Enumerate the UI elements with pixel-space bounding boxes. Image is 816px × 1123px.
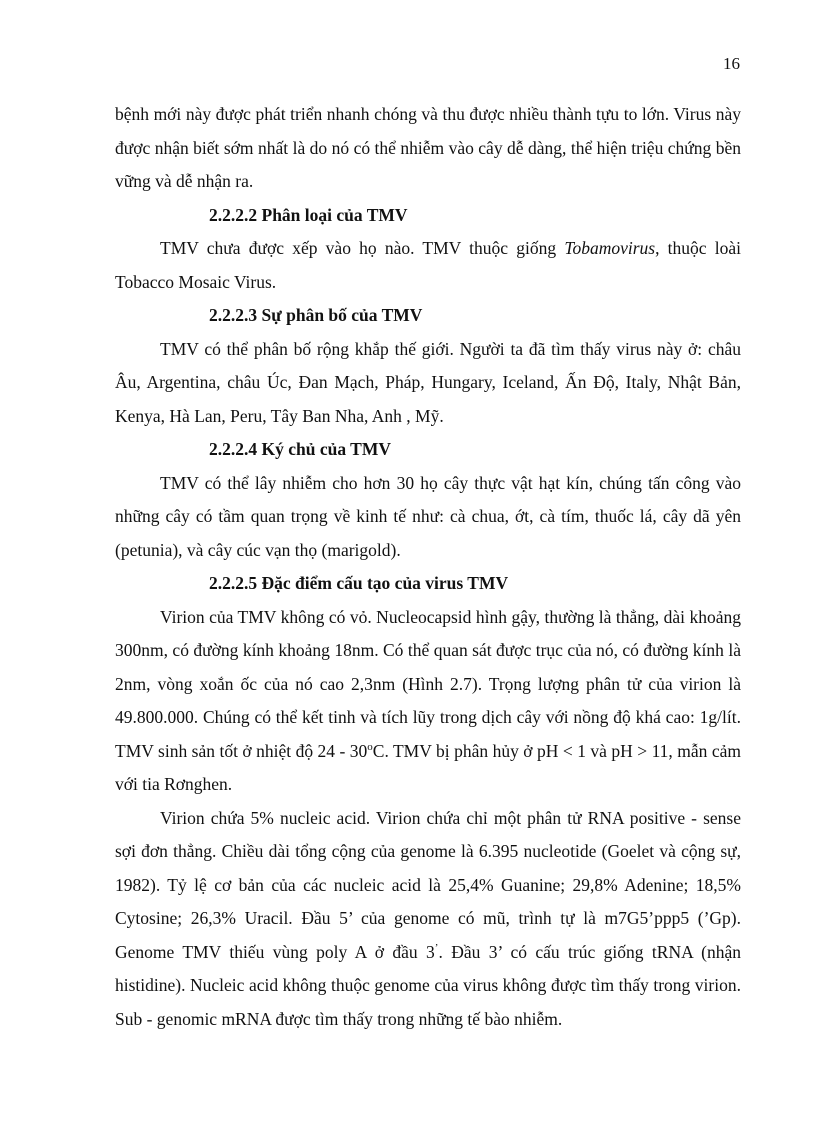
classification-text-start: TMV chưa được xếp vào họ nào. TMV thuộc giống — [160, 238, 565, 258]
degree-superscript: o — [367, 740, 373, 753]
paragraph-hosts: TMV có thể lây nhiễm cho hơn 30 họ cây thực vật hạt kín, chúng tấn công vào những cây có tầm quan trọng về kinh tế như: cà chua, ớt, cà tím, thuốc lá, cây dã yên (petunia), và cây cúc vạn thọ (marigold). — [115, 472, 741, 560]
heading-classification: 2.2.2.2 Phân loại của TMV — [209, 204, 408, 225]
genus-name: Tobamovirus — [564, 238, 656, 258]
paragraph-intro-continuation: bệnh mới này được phát triển nhanh chóng và thu được nhiều thành tựu to lớn. Virus này được nhận biết sớm nhất là do nó có thể nhiễm vào cây dễ dàng, thể hiện triệu chứng bền vững và dễ nhận ra. — [115, 104, 741, 191]
classification-text-end: , thuộc loài Tobacco Mosaic Virus. — [115, 238, 741, 292]
nucleic-text-start: Virion chứa 5% nucleic acid. Virion chứa chỉ một phân tử RNA positive - sense sợi đơn thẳng. Chiều dài tổng cộng của genome là 6.395 nucleotide (Goelet và cộng sự, 1982). Tỷ lệ cơ bản của các nucleic acid là 25,4% Guanine; 29,8% Adenine; 18,5% Cytosine; 26,3% Uracil. Đầu 5’ của genome có mũ, trình tự là m7G5’ppp5 (’Gp). Genome TMV thiếu vùng poly A ở đầu 3 — [115, 807, 741, 962]
virion-text-end: C. TMV bị phân hủy ở pH < 1 và pH > 11, mẫn cảm với tia Rơnghen. — [115, 740, 741, 794]
virion-text-start: Virion của TMV không có vỏ. Nucleocapsid hình gậy, thường là thẳng, dài khoảng 300nm, có đường kính khoảng 18nm. Có thể quan sát được trục của nó, có đường kính là 2nm, vòng xoắn ốc của nó cao 2,3nm (Hình 2.7). Trọng lượng phân tử của virion là 49.800.000. Chúng có thể kết tinh và tích lũy trong dịch cây với nồng độ khá cao: 1g/lít. TMV sinh sản tốt ở nhiệt độ 24 - 30 — [115, 606, 741, 761]
paragraph-nucleic-acid — [115, 802, 741, 1037]
nucleic-text-end: . Đầu 3’ có cấu trúc giống tRNA (nhận histidine). Nucleic acid không thuộc genome của virus không được tìm thấy trong virion. Sub - genomic mRNA được tìm thấy trong những tế bào nhiễm. — [115, 941, 742, 1029]
paragraph-virion-structure — [115, 601, 741, 802]
paragraph-distribution: TMV có thể phân bố rộng khắp thế giới. Người ta đã tìm thấy virus này ở: châu Âu, Argentina, châu Úc, Đan Mạch, Pháp, Hungary, Iceland, Ấn Độ, Italy, Nhật Bản, Kenya, Hà Lan, Peru, Tây Ban Nha, Anh , Mỹ. — [115, 338, 741, 426]
paragraph-classification — [115, 232, 741, 299]
heading-distribution: 2.2.2.3 Sự phân bố của TMV — [209, 305, 423, 325]
prime-superscript: ’ — [434, 941, 439, 954]
heading-structure: 2.2.2.5 Đặc điểm cấu tạo của virus TMV — [209, 573, 509, 593]
page-body — [115, 98, 741, 1036]
heading-hosts: 2.2.2.4 Ký chủ của TMV — [209, 439, 391, 459]
page-number: 16 — [723, 54, 740, 73]
